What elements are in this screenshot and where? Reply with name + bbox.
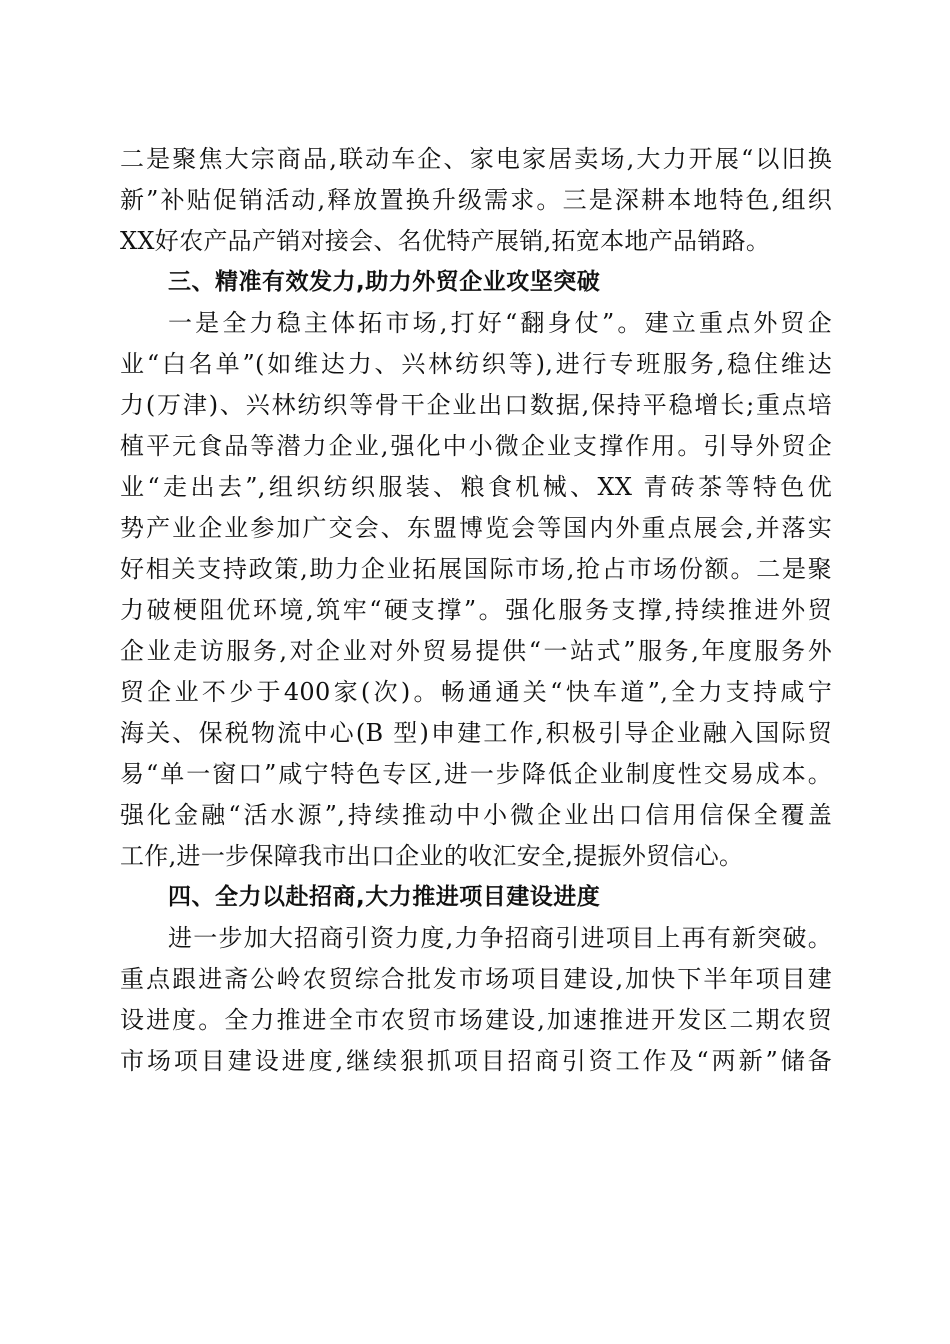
text-line: 设进度。全力推进全市农贸市场建设,加速推进开发区二期农贸 (120, 1006, 832, 1034)
text-line: 业“走出去”,组织纺织服装、粮食机械、XX 青砖茶等特色优 (120, 473, 832, 501)
text-line: 工作,进一步保障我市出口企业的收汇安全,提振外贸信心。 (120, 842, 744, 870)
text-line: 贸企业不少于400家(次)。畅通通关“快车道”,全力支持咸宁 (120, 678, 832, 706)
paragraph-foreign-trade (120, 303, 832, 877)
text-line: 势产业企业参加广交会、东盟博览会等国内外重点展会,并落实 (120, 514, 832, 542)
section-heading-3: 三、精准有效发力,助力外贸企业攻坚突破 (168, 269, 601, 295)
section-heading-4: 四、全力以赴招商,大力推进项目建设进度 (168, 884, 601, 910)
text-line: 力破梗阻优环境,筑牢“硬支撑”。强化服务支撑,持续推进外贸 (120, 596, 832, 624)
paragraph-consumption (120, 139, 832, 262)
text-line: 进一步加大招商引资力度,力争招商引进项目上再有新突破。 (168, 924, 832, 952)
text-line: 好相关支持政策,助力企业拓展国际市场,抢占市场份额。二是聚 (120, 555, 832, 583)
text-line: 企业走访服务,对企业对外贸易提供“一站式”服务,年度服务外 (120, 637, 832, 665)
text-line: 强化金融“活水源”,持续推动中小微企业出口信用信保全覆盖 (120, 801, 832, 829)
text-line: 海关、保税物流中心(B 型)申建工作,积极引导企业融入国际贸 (120, 719, 832, 747)
paragraph-investment (120, 918, 832, 1082)
text-line: 业“白名单”(如维达力、兴林纺织等),进行专班服务,稳住维达 (120, 350, 832, 378)
text-line: 力(万津)、兴林纺织等骨干企业出口数据,保持平稳增长;重点培 (120, 391, 832, 419)
document-body (120, 139, 832, 1082)
text-line: 植平元食品等潜力企业,强化中小微企业支撑作用。引导外贸企 (120, 432, 832, 460)
text-line: XX好农产品产销对接会、名优特产展销,拓宽本地产品销路。 (120, 227, 771, 255)
text-line: 市场项目建设进度,继续狠抓项目招商引资工作及“两新”储备 (120, 1047, 832, 1075)
text-line: 重点跟进斋公岭农贸综合批发市场项目建设,加快下半年项目建 (120, 965, 832, 993)
text-line: 一是全力稳主体拓市场,打好“翻身仗”。建立重点外贸企 (168, 309, 832, 337)
text-line: 二是聚焦大宗商品,联动车企、家电家居卖场,大力开展“以旧换 (120, 145, 832, 173)
text-line: 易“单一窗口”咸宁特色专区,进一步降低企业制度性交易成本。 (120, 760, 832, 788)
text-line: 新”补贴促销活动,释放置换升级需求。三是深耕本地特色,组织 (120, 186, 832, 214)
